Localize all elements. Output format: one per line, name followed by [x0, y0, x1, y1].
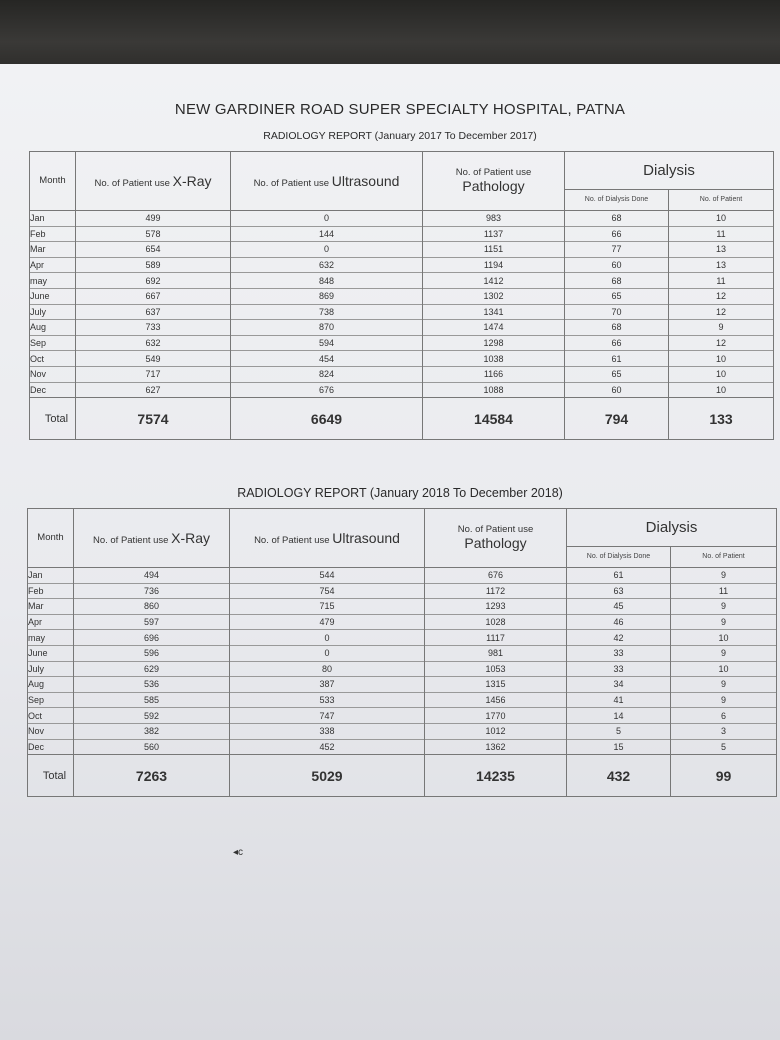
xray-cell: 692 [76, 273, 231, 289]
xray-cell: 597 [74, 614, 230, 630]
dialysis-patient-cell: 9 [671, 645, 777, 661]
month-cell: Mar [28, 599, 74, 615]
header-month: Month [28, 509, 74, 568]
dialysis-done-cell: 70 [565, 304, 669, 320]
pathology-cell: 1038 [423, 351, 565, 367]
header-ultrasound [231, 152, 423, 211]
stray-pen-mark: ◂c [233, 847, 244, 858]
pathology-cell: 1302 [423, 288, 565, 304]
xray-cell: 736 [74, 583, 230, 599]
xray-cell: 592 [74, 708, 230, 724]
total-ultrasound: 6649 [231, 398, 423, 440]
desk-background [0, 0, 780, 70]
pathology-cell: 1117 [425, 630, 567, 646]
header-xray-prefix: No. of Patient use [94, 177, 170, 189]
dialysis-done-cell: 5 [567, 723, 671, 739]
total-pathology: 14235 [425, 755, 567, 797]
report-2017-table [29, 151, 774, 440]
header-dialysis: Dialysis [565, 152, 774, 190]
dialysis-patient-cell: 11 [669, 273, 774, 289]
report-2017-body [30, 211, 774, 398]
month-cell: Oct [28, 708, 74, 724]
month-cell: June [28, 645, 74, 661]
total-dialysis-done: 794 [565, 398, 669, 440]
dialysis-done-cell: 68 [565, 273, 669, 289]
dialysis-patient-cell: 9 [671, 692, 777, 708]
dialysis-patient-cell: 12 [669, 288, 774, 304]
xray-cell: 717 [76, 366, 231, 382]
table-row [30, 366, 774, 382]
ultrasound-cell: 754 [230, 583, 425, 599]
table-row [28, 661, 777, 677]
pathology-cell: 1298 [423, 335, 565, 351]
month-cell: July [28, 661, 74, 677]
pathology-cell: 981 [425, 645, 567, 661]
pathology-cell: 983 [423, 211, 565, 227]
table-row [28, 599, 777, 615]
month-cell: Nov [30, 366, 76, 382]
month-cell: Feb [28, 583, 74, 599]
xray-cell: 589 [76, 257, 231, 273]
header-pathology [423, 152, 565, 211]
pathology-cell: 1053 [425, 661, 567, 677]
dialysis-done-cell: 60 [565, 382, 669, 398]
xray-cell: 629 [74, 661, 230, 677]
total-xray: 7263 [74, 755, 230, 797]
ultrasound-cell: 738 [231, 304, 423, 320]
pathology-cell: 676 [425, 568, 567, 584]
ultrasound-cell: 0 [231, 211, 423, 227]
xray-cell: 696 [74, 630, 230, 646]
table-row [28, 568, 777, 584]
ultrasound-cell: 479 [230, 614, 425, 630]
pathology-cell: 1137 [423, 226, 565, 242]
total-label: Total [30, 398, 76, 440]
table-row [30, 335, 774, 351]
ultrasound-cell: 632 [231, 257, 423, 273]
ultrasound-cell: 0 [230, 630, 425, 646]
total-dialysis-patient: 133 [669, 398, 774, 440]
table-row [28, 677, 777, 693]
table-row [28, 692, 777, 708]
table-row [28, 583, 777, 599]
ultrasound-cell: 870 [231, 320, 423, 336]
header-xray [74, 509, 230, 568]
pathology-cell: 1151 [423, 242, 565, 258]
total-pathology: 14584 [423, 398, 565, 440]
dialysis-done-cell: 60 [565, 257, 669, 273]
dialysis-patient-cell: 9 [671, 599, 777, 615]
header-xray-prefix: No. of Patient use [92, 534, 169, 546]
xray-cell: 632 [76, 335, 231, 351]
dialysis-patient-cell: 6 [671, 708, 777, 724]
ultrasound-cell: 848 [231, 273, 423, 289]
header-dialysis: Dialysis [567, 509, 777, 547]
header-us-prefix: No. of Patient use [253, 177, 330, 189]
month-cell: Aug [28, 677, 74, 693]
month-cell: Nov [28, 723, 74, 739]
table-row [30, 288, 774, 304]
header-dialysis-patient: No. of Patient [669, 190, 774, 211]
month-cell: Dec [28, 739, 74, 755]
table-row [28, 739, 777, 755]
month-cell: Jan [30, 211, 76, 227]
dialysis-patient-cell: 12 [669, 304, 774, 320]
total-dialysis-done: 432 [567, 755, 671, 797]
dialysis-patient-cell: 13 [669, 242, 774, 258]
month-cell: Mar [30, 242, 76, 258]
dialysis-done-cell: 34 [567, 677, 671, 693]
pathology-cell: 1412 [423, 273, 565, 289]
table-row [28, 614, 777, 630]
header-us-main: Ultrasound [332, 529, 400, 546]
table-row [30, 351, 774, 367]
dialysis-patient-cell: 11 [671, 583, 777, 599]
header-xray-main: X-Ray [171, 529, 211, 546]
dialysis-patient-cell: 10 [671, 630, 777, 646]
xray-cell: 578 [76, 226, 231, 242]
header-xray [76, 152, 231, 211]
xray-cell: 637 [76, 304, 231, 320]
dialysis-patient-cell: 9 [671, 568, 777, 584]
dialysis-done-cell: 61 [565, 351, 669, 367]
ultrasound-cell: 0 [230, 645, 425, 661]
header-dialysis-done: No. of Dialysis Done [565, 190, 669, 211]
table-row [28, 645, 777, 661]
table-row [30, 226, 774, 242]
dialysis-patient-cell: 3 [671, 723, 777, 739]
month-cell: Apr [28, 614, 74, 630]
report-2018-body [28, 568, 777, 755]
month-cell: may [30, 273, 76, 289]
header-path-prefix: No. of Patient use [455, 166, 532, 178]
ultrasound-cell: 869 [231, 288, 423, 304]
ultrasound-cell: 544 [230, 568, 425, 584]
xray-cell: 860 [74, 599, 230, 615]
header-dialysis-patient: No. of Patient [671, 547, 777, 568]
pathology-cell: 1474 [423, 320, 565, 336]
dialysis-done-cell: 33 [567, 661, 671, 677]
total-ultrasound: 5029 [230, 755, 425, 797]
table-row [28, 723, 777, 739]
xray-cell: 382 [74, 723, 230, 739]
pathology-cell: 1166 [423, 366, 565, 382]
ultrasound-cell: 452 [230, 739, 425, 755]
dialysis-patient-cell: 11 [669, 226, 774, 242]
dialysis-done-cell: 14 [567, 708, 671, 724]
header-xray-main: X-Ray [172, 172, 212, 189]
hospital-title: NEW GARDINER ROAD SUPER SPECIALTY HOSPITAL, PATNA [174, 101, 626, 118]
pathology-cell: 1293 [425, 599, 567, 615]
total-label: Total [28, 755, 74, 797]
ultrasound-cell: 747 [230, 708, 425, 724]
table-row [30, 320, 774, 336]
ultrasound-cell: 676 [231, 382, 423, 398]
dialysis-done-cell: 66 [565, 226, 669, 242]
pathology-cell: 1341 [423, 304, 565, 320]
header-month: Month [30, 152, 76, 211]
header-us-prefix: No. of Patient use [254, 534, 330, 546]
ultrasound-cell: 824 [231, 366, 423, 382]
month-cell: July [30, 304, 76, 320]
ultrasound-cell: 715 [230, 599, 425, 615]
dialysis-done-cell: 61 [567, 568, 671, 584]
dialysis-done-cell: 65 [565, 366, 669, 382]
pathology-cell: 1362 [425, 739, 567, 755]
header-dialysis-done: No. of Dialysis Done [567, 547, 671, 568]
dialysis-done-cell: 77 [565, 242, 669, 258]
ultrasound-cell: 338 [230, 723, 425, 739]
dialysis-patient-cell: 9 [671, 677, 777, 693]
dialysis-done-cell: 42 [567, 630, 671, 646]
dialysis-done-cell: 65 [565, 288, 669, 304]
dialysis-patient-cell: 10 [671, 661, 777, 677]
ultrasound-cell: 144 [231, 226, 423, 242]
dialysis-done-cell: 68 [565, 320, 669, 336]
table-row [30, 304, 774, 320]
header-path-prefix: No. of Patient use [457, 523, 534, 535]
month-cell: Dec [30, 382, 76, 398]
xray-cell: 654 [76, 242, 231, 258]
ultrasound-cell: 594 [231, 335, 423, 351]
pathology-cell: 1456 [425, 692, 567, 708]
xray-cell: 499 [76, 211, 231, 227]
month-cell: Aug [30, 320, 76, 336]
pathology-cell: 1172 [425, 583, 567, 599]
dialysis-patient-cell: 10 [669, 211, 774, 227]
table-row [30, 211, 774, 227]
dialysis-patient-cell: 9 [671, 614, 777, 630]
dialysis-patient-cell: 10 [669, 382, 774, 398]
dialysis-patient-cell: 12 [669, 335, 774, 351]
dialysis-done-cell: 46 [567, 614, 671, 630]
xray-cell: 494 [74, 568, 230, 584]
month-cell: Sep [30, 335, 76, 351]
pathology-cell: 1012 [425, 723, 567, 739]
header-us-main: Ultrasound [331, 172, 400, 189]
table-row [30, 382, 774, 398]
report-2018-table [27, 508, 777, 797]
month-cell: Jan [28, 568, 74, 584]
ultrasound-cell: 387 [230, 677, 425, 693]
dialysis-done-cell: 15 [567, 739, 671, 755]
dialysis-patient-cell: 9 [669, 320, 774, 336]
dialysis-done-cell: 45 [567, 599, 671, 615]
dialysis-patient-cell: 13 [669, 257, 774, 273]
month-cell: Sep [28, 692, 74, 708]
pathology-cell: 1770 [425, 708, 567, 724]
table-row [28, 630, 777, 646]
month-cell: may [28, 630, 74, 646]
pathology-cell: 1028 [425, 614, 567, 630]
dialysis-patient-cell: 5 [671, 739, 777, 755]
pathology-cell: 1194 [423, 257, 565, 273]
table-row [30, 257, 774, 273]
header-path-main: Pathology [462, 178, 525, 195]
report-2017-title: RADIOLOGY REPORT (January 2017 To December 2017) [263, 130, 537, 142]
month-cell: Feb [30, 226, 76, 242]
total-row [30, 398, 774, 440]
table-row [30, 273, 774, 289]
ultrasound-cell: 454 [231, 351, 423, 367]
xray-cell: 667 [76, 288, 231, 304]
month-cell: June [30, 288, 76, 304]
report-2018-title: RADIOLOGY REPORT (January 2018 To December 2018) [237, 486, 563, 500]
dialysis-done-cell: 63 [567, 583, 671, 599]
dialysis-done-cell: 33 [567, 645, 671, 661]
pathology-cell: 1088 [423, 382, 565, 398]
xray-cell: 560 [74, 739, 230, 755]
dialysis-patient-cell: 10 [669, 351, 774, 367]
ultrasound-cell: 80 [230, 661, 425, 677]
table-row [28, 708, 777, 724]
ultrasound-cell: 533 [230, 692, 425, 708]
xray-cell: 585 [74, 692, 230, 708]
xray-cell: 596 [74, 645, 230, 661]
xray-cell: 536 [74, 677, 230, 693]
pathology-cell: 1315 [425, 677, 567, 693]
xray-cell: 627 [76, 382, 231, 398]
header-path-main: Pathology [464, 535, 527, 552]
total-row [28, 755, 777, 797]
xray-cell: 733 [76, 320, 231, 336]
dialysis-done-cell: 66 [565, 335, 669, 351]
total-xray: 7574 [76, 398, 231, 440]
header-ultrasound [230, 509, 425, 568]
dialysis-done-cell: 68 [565, 211, 669, 227]
total-dialysis-patient: 99 [671, 755, 777, 797]
header-pathology [425, 509, 567, 568]
dialysis-done-cell: 41 [567, 692, 671, 708]
xray-cell: 549 [76, 351, 231, 367]
table-row [30, 242, 774, 258]
month-cell: Oct [30, 351, 76, 367]
month-cell: Apr [30, 257, 76, 273]
ultrasound-cell: 0 [231, 242, 423, 258]
dialysis-patient-cell: 10 [669, 366, 774, 382]
